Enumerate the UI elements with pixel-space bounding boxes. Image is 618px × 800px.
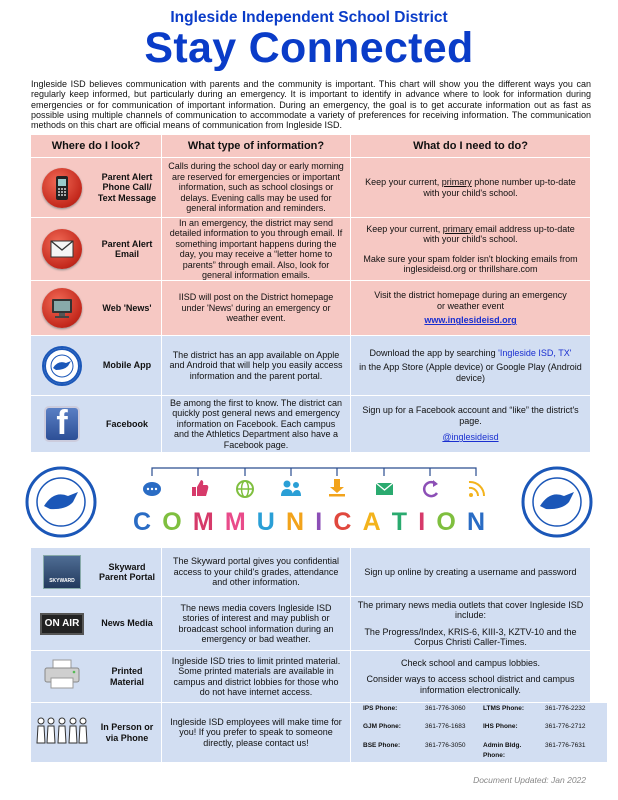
phone-label: LTMS Phone:	[483, 704, 525, 712]
people-icon	[281, 481, 301, 497]
row-info: In an emergency, the district may send detailed information to you through email. If something important happens during the day, you may receive a “letter home to parents” through email. Also, look for general information emails.	[161, 218, 351, 280]
col-where: Where do I look?	[31, 135, 161, 157]
mail-icon	[376, 483, 393, 495]
phone-label: IHS Phone:	[483, 723, 518, 730]
row-info: The news media covers Ingleside ISD stories of interest and may publish or broadcast school information during an emergency or bad weather.	[161, 597, 351, 650]
envelope-icon	[42, 229, 82, 269]
row-info: Calls during the school day or early morning are reserved for emergencies or important information, such as school closings or delays. Evening calls may be used for general information and reminders.	[161, 158, 351, 217]
district-name: Ingleside Independent School District	[170, 9, 448, 26]
row-label: Parent Alert Phone Call/ Text Message	[93, 158, 161, 217]
communication-letter: O	[436, 508, 456, 536]
printer-icon	[42, 659, 82, 694]
facebook-link[interactable]: @inglesideisd	[442, 432, 499, 443]
communication-letter: I	[315, 508, 323, 536]
row-label: Parent Alert Email	[93, 218, 161, 280]
row-todo: Sign up online by creating a username and password	[351, 548, 590, 596]
row-info: IISD will post on the District homepage under 'News' during an emergency or weather event.	[161, 281, 351, 335]
row-todo: Keep your current, primary phone number up-to-date with your child's school.	[351, 158, 590, 217]
row-web	[31, 280, 590, 335]
people-icon	[35, 716, 89, 749]
phone-number[interactable]: 361-776-3050	[425, 741, 466, 749]
phone-label: IPS Phone:	[363, 704, 398, 712]
district-logo	[42, 346, 82, 386]
col-what: What type of information?	[161, 135, 351, 157]
row-alert-email	[31, 217, 590, 280]
phone-label: GJM Phone:	[363, 723, 401, 730]
table-header	[31, 134, 590, 157]
row-skyward	[31, 547, 590, 596]
communication-word	[133, 508, 485, 537]
homepage-link[interactable]: www.inglesideisd.org	[424, 315, 517, 326]
chat-icon	[143, 482, 161, 496]
thumbs-up-icon	[192, 480, 208, 496]
row-news-media	[31, 596, 590, 650]
row-info: Be among the first to know. The district can quickly post general news and emergency information on Facebook. Each campus and the Athletics Department also have a Facebook page.	[161, 396, 351, 452]
row-in-person	[31, 702, 590, 762]
communication-letter: N	[466, 508, 485, 536]
row-info: The Skyward portal gives you confidential access to your child's grades, attendance and other information.	[161, 548, 351, 596]
communication-letter: N	[286, 508, 305, 536]
refresh-icon	[424, 480, 438, 496]
row-alert-phone	[31, 157, 590, 217]
district-logo	[27, 468, 95, 536]
communication-letter: M	[224, 508, 246, 536]
row-todo: Download the app by searching 'Ingleside ISD, TX' in the App Store (Apple device) or Google Play (Android device)	[351, 336, 590, 395]
row-mobile-app	[31, 335, 590, 395]
phone-directory	[351, 703, 607, 762]
row-todo: Sign up for a Facebook account and “like” the district's page. @inglesideisd	[351, 396, 590, 452]
communication-letter: C	[333, 508, 352, 536]
communication-letter: M	[192, 508, 214, 536]
row-todo: Keep your current, primary email address up-to-date with your child's school. Make sure your spam folder isn't blocking emails from inglesideisd.org or thrillshare.com	[351, 218, 590, 280]
phone-number[interactable]: 361-776-2232	[545, 704, 586, 712]
row-info: Ingleside ISD employees will make time for you! If you prefer to speak to someone directly, please contact us!	[161, 703, 351, 762]
row-label: Skyward Parent Portal	[93, 548, 161, 596]
phone-label: Admin Bldg. Phone:	[483, 741, 522, 759]
info-table-top	[31, 134, 590, 452]
district-logo	[523, 468, 591, 536]
row-facebook	[31, 395, 590, 452]
communication-letter: O	[162, 508, 182, 536]
row-printed	[31, 650, 590, 702]
communication-letter: C	[133, 508, 152, 536]
phone-number[interactable]: 361-776-2712	[545, 723, 586, 730]
document-updated: Document Updated: Jan 2022	[473, 775, 586, 785]
communication-letter: A	[362, 508, 381, 536]
facebook-icon: f	[44, 406, 80, 442]
phone-number[interactable]: 361-776-3060	[425, 704, 466, 712]
row-todo: The primary news media outlets that cover Ingleside ISD include: The Progress/Index, KRIS-6, KIII-3, KZTV-10 and the Corpus Christi Caller-Times.	[351, 597, 590, 650]
skyward-icon: SKYWARD	[43, 555, 81, 589]
intro-paragraph: Ingleside ISD believes communication with parents and the community is important. This chart will show you the different ways you can regularly keep informed, but particularly during an emergency. It is important to identify in advance where to look for information during emergencies or for communication of important information. During an emergency, the goal is to get accurate information out as fast as possible using multiple channels of communication to accommodate a variety of preferences for receiving information. The communication methods on this chart are official means of communication from Ingleside ISD.	[31, 79, 591, 131]
rss-icon	[469, 482, 484, 497]
phone-number[interactable]: 361-776-1683	[425, 723, 466, 730]
communication-letter: I	[418, 508, 426, 536]
phone-label: BSE Phone:	[363, 741, 401, 749]
computer-icon	[42, 288, 82, 328]
row-label: Printed Material	[93, 651, 161, 702]
row-label: In Person or via Phone	[93, 703, 161, 762]
phone-number[interactable]: 361-776-7631	[545, 741, 586, 749]
row-todo: Check school and campus lobbies. Consider ways to access school district and campus information electronically.	[351, 651, 590, 702]
communication-letter: T	[391, 508, 408, 536]
info-table-bottom	[31, 547, 590, 762]
row-info: Ingleside ISD tries to limit printed material. Some printed materials are available in campus and district lobbies for those who do not have internet access.	[161, 651, 351, 702]
phone-icon	[42, 168, 82, 208]
row-label: Facebook	[93, 396, 161, 452]
row-label: News Media	[93, 597, 161, 650]
globe-icon	[237, 481, 253, 497]
on-air-icon: ON AIR	[40, 613, 84, 635]
row-label: Web 'News'	[93, 281, 161, 335]
row-todo: Visit the district homepage during an emergency or weather event www.inglesideisd.org	[351, 281, 590, 335]
communication-letter: U	[256, 508, 275, 536]
col-todo: What do I need to do?	[351, 135, 590, 157]
row-label: Mobile App	[93, 336, 161, 395]
page-title: Stay Connected	[144, 24, 474, 72]
row-info: The district has an app available on Apple and Android that will help you easily access information and the parent portal.	[161, 336, 351, 395]
download-icon	[329, 479, 345, 497]
